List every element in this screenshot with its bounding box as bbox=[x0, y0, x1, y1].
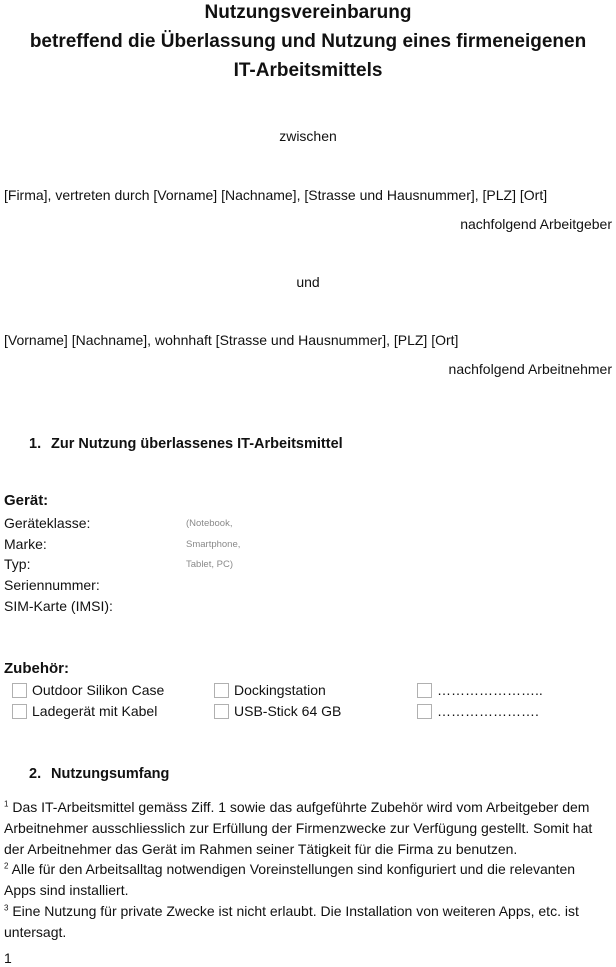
page-number: 1 bbox=[4, 950, 12, 966]
title-line-3: IT-Arbeitsmittels bbox=[233, 60, 383, 81]
checkbox-ladegeraet[interactable] bbox=[12, 704, 27, 719]
employee-role: nachfolgend Arbeitnehmer bbox=[448, 361, 612, 377]
paragraph-1-text: Das IT-Arbeitsmittel gemäss Ziff. 1 sowie das aufgeführte Zubehör wird vom Arbeitgeber dem Arbeitnehmer ausschliesslich zur Erfüllung der Firmenzwecke zur Verfügung gestellt. Somit hat der Arbeitnehmer das Gerät im Rahmen seiner Tätigkeit für die Firma zu benutzen. bbox=[4, 799, 593, 857]
field-geraeteklasse-label: Geräteklasse: bbox=[4, 515, 91, 531]
accessory-outdoor-case-label: Outdoor Silikon Case bbox=[32, 682, 165, 698]
zwischen-text: zwischen bbox=[279, 128, 337, 144]
title-line-2: betreffend die Überlassung und Nutzung eines firmeneigenen bbox=[29, 31, 587, 52]
accessory-dockingstation-label: Dockingstation bbox=[234, 682, 326, 698]
field-sim-karte: SIM-Karte (IMSI): bbox=[4, 597, 113, 614]
checkbox-other-2[interactable] bbox=[417, 704, 432, 719]
device-heading: Gerät: bbox=[4, 492, 49, 509]
field-typ: Typ: bbox=[4, 556, 31, 573]
paragraph-1-number: 1 bbox=[4, 799, 9, 809]
accessory-ladegeraet-label: Ladegerät mit Kabel bbox=[32, 703, 158, 719]
accessory-usb-stick-label: USB-Stick 64 GB bbox=[234, 703, 342, 719]
paragraph-2-text: Alle für den Arbeitsalltag notwendigen Voreinstellungen sind konfiguriert und die relevanten Apps sind installiert. bbox=[4, 861, 576, 899]
paragraph-3-text: Eine Nutzung für private Zwecke ist nicht erlaubt. Die Installation von weiteren Apps, etc. ist untersagt. bbox=[4, 902, 579, 940]
field-marke: Marke: bbox=[4, 535, 47, 552]
employer-line: [Firma], vertreten durch [Vorname] [Nachname], [Strasse und Hausnummer], [PLZ] [Ort] bbox=[4, 187, 548, 203]
employee-line: [Vorname] [Nachname], wohnhaft [Strasse und Hausnummer], [PLZ] [Ort] bbox=[4, 332, 459, 348]
field-geraeteklasse-hint: (Notebook, Smartphone, Tablet, PC) bbox=[186, 518, 241, 571]
checkbox-other-1[interactable] bbox=[417, 683, 432, 698]
und-text: und bbox=[296, 274, 320, 290]
accessory-dockingstation[interactable] bbox=[214, 682, 326, 698]
accessory-ladegeraet[interactable] bbox=[12, 703, 157, 719]
accessory-other-1[interactable] bbox=[417, 682, 543, 698]
accessory-outdoor-case[interactable] bbox=[12, 682, 164, 698]
checkbox-dockingstation[interactable] bbox=[214, 683, 229, 698]
paragraph-2-number: 2 bbox=[4, 861, 9, 871]
section-1-number: 1. bbox=[29, 436, 42, 452]
accessory-other-1-label: ………………….. bbox=[437, 682, 543, 698]
field-seriennummer: Seriennummer: bbox=[4, 577, 100, 594]
title-line-1: Nutzungsvereinbarung bbox=[204, 2, 412, 23]
section-2-title: Nutzungsumfang bbox=[51, 766, 170, 782]
paragraph-3 bbox=[4, 901, 610, 943]
section-2-body bbox=[4, 797, 610, 943]
accessories-heading: Zubehör: bbox=[4, 660, 69, 677]
accessory-usb-stick[interactable] bbox=[214, 703, 341, 719]
employer-role: nachfolgend Arbeitgeber bbox=[460, 216, 612, 232]
accessory-other-2-label: …………………. bbox=[437, 703, 539, 719]
section-1-heading bbox=[29, 436, 343, 452]
accessory-other-2[interactable] bbox=[417, 703, 539, 719]
checkbox-usb-stick[interactable] bbox=[214, 704, 229, 719]
device-fields bbox=[4, 513, 241, 617]
section-2-heading bbox=[29, 766, 169, 782]
paragraph-3-number: 3 bbox=[4, 903, 9, 913]
section-2-number: 2. bbox=[29, 766, 42, 782]
checkbox-outdoor-case[interactable] bbox=[12, 683, 27, 698]
section-1-title: Zur Nutzung überlassenes IT-Arbeitsmittel bbox=[51, 436, 343, 452]
paragraph-2 bbox=[4, 859, 610, 901]
paragraph-1 bbox=[4, 797, 610, 859]
document-title bbox=[0, 0, 616, 85]
